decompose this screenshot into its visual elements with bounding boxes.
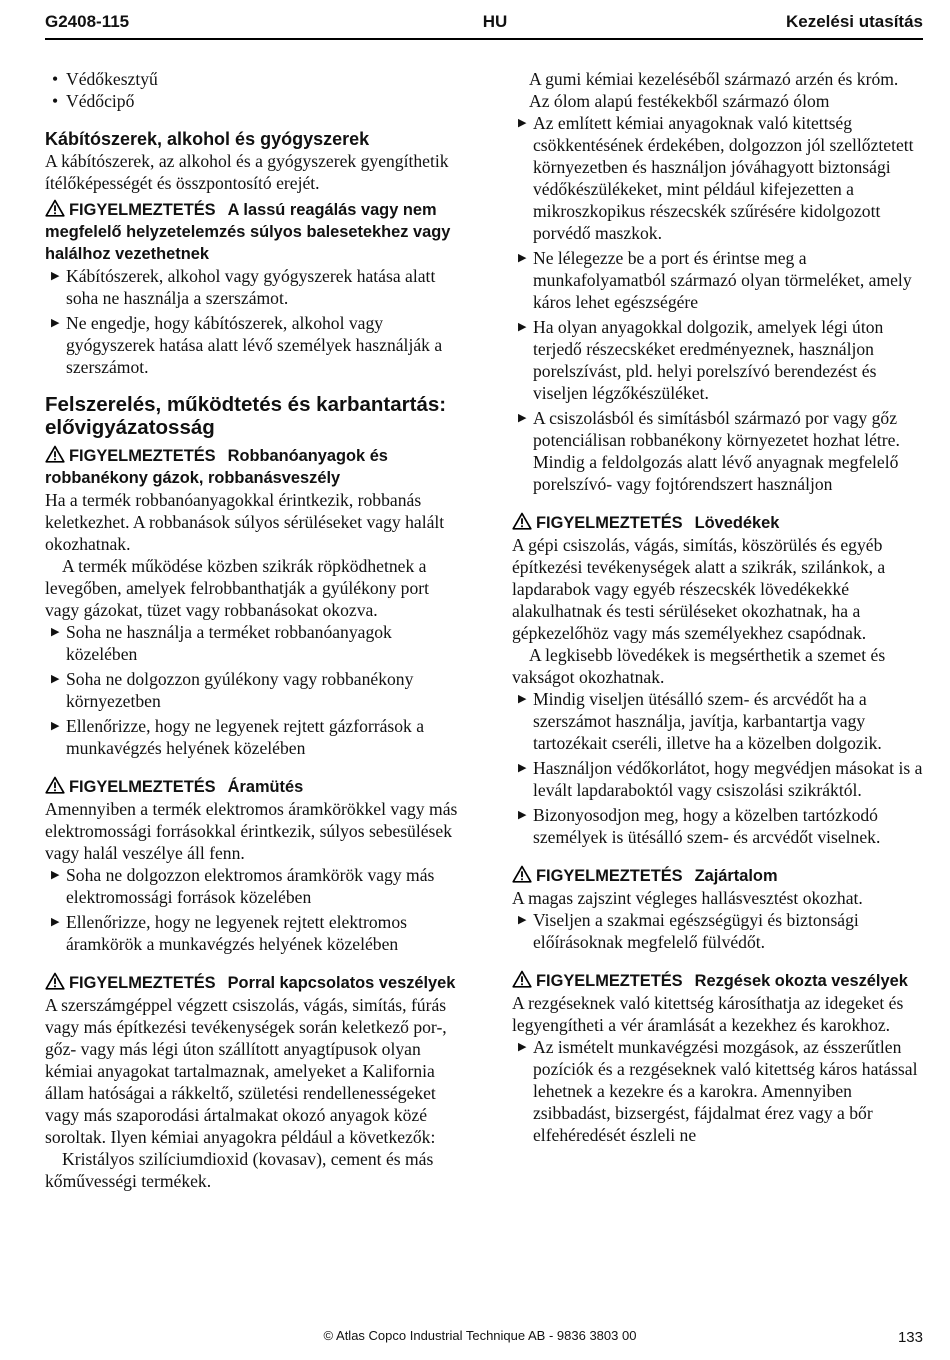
- list-item: ▶ A csiszolásból és simításból származó por vagy gőz potenciálisan robbanékony környezetet hozhat létre. Mindig a feldolgozás alatt lévő anyagnak megfelelő porelszívó- vagy fojtórendszert használjon: [518, 408, 900, 494]
- warning-keyword: FIGYELMEZTETÉS: [69, 778, 216, 796]
- arrow-bullet-icon: ▶: [518, 321, 527, 333]
- warning-heading: [45, 776, 460, 798]
- paragraph: A termék működése közben szikrák röpködhetnek a levegőben, amelyek felrobbanthatják a gyúlékony port vagy gázokat, tüzet vagy robbanásokat okozva.: [45, 556, 429, 620]
- arrow-bullet-icon: ▶: [518, 1041, 527, 1053]
- arrow-bullet-icon: ▶: [51, 916, 60, 928]
- paragraph: Ha a termék robbanóanyagokkal érintkezik, robbanás keletkezhet. A robbanások súlyos sérüléseket vagy halált okozhatnak.: [45, 490, 445, 554]
- warning-title: Lövedékek: [694, 514, 780, 532]
- warning-title: Áramütés: [227, 778, 304, 796]
- instruction-list: [512, 909, 926, 953]
- document-title: Kezelési utasítás: [785, 12, 923, 31]
- warning-keyword: FIGYELMEZTETÉS: [69, 201, 216, 219]
- list-item: ▶ Az említett kémiai anyagoknak való kitettség csökkentésének érdekében, dolgozzon jól szellőztetett környezetben és használjon jóváhagyott biztonsági védőkészülékeket, mint például kifejezetten a mikroszkopikus részecskék szűrésére kidolgozott porvédő maszkok.: [518, 113, 914, 243]
- left-column: [45, 68, 460, 1192]
- warning-keyword: FIGYELMEZTETÉS: [536, 972, 683, 990]
- paragraph: A szerszámgéppel végzett csiszolás, vágás, simítás, fúrás vagy más építkezési tevékenységek során keletkező por-, gőz- vagy más légi úton szállított anyagtípusok olyan kémiai anyagokat tartalmaznak, amelyeket a Kalifornia állam hatóságai a rákkeltő, születési rendellenességeket vagy más szaporodási ártalmakat okozó anyagok közé soroltak. Ilyen kémiai anyagokra például a következők:: [45, 995, 447, 1147]
- warning-title: Zajártalom: [694, 867, 778, 885]
- list-item: ▶ Ne lélegezze be a port és érintse meg a munkafolyamatból származó olyan törmeléket, amely káros lehet egészségére: [518, 248, 912, 312]
- list-item: ▶ Soha ne dolgozzon gyúlékony vagy robbanékony környezetben: [51, 669, 414, 711]
- list-item: • Védőkesztyű: [52, 69, 158, 89]
- arrow-bullet-icon: ▶: [51, 720, 60, 732]
- instruction-list: [512, 112, 926, 495]
- instruction-list: [512, 1036, 926, 1146]
- warning-heading: [45, 199, 460, 265]
- list-item: ▶ Soha ne dolgozzon elektromos áramkörök vagy más elektromossági források közelében: [51, 865, 435, 907]
- arrow-bullet-icon: ▶: [518, 412, 527, 424]
- section-heading-drugs: Kábítószerek, alkohol és gyógyszerek: [45, 129, 370, 149]
- section-title: Felszerelés, működtetés és karbantartás: elővigyázatosság: [45, 393, 447, 439]
- arrow-bullet-icon: ▶: [518, 809, 527, 821]
- instruction-list: [45, 864, 460, 955]
- warning-triangle-icon: [512, 970, 532, 988]
- right-column: [512, 68, 926, 1149]
- warning-title: A lassú reagálás vagy nem megfelelő helyzetelemzés súlyos balesetekhez vagy halálhoz vezethetnek: [45, 201, 451, 263]
- arrow-bullet-icon: ▶: [51, 673, 60, 685]
- arrow-bullet-icon: ▶: [518, 762, 527, 774]
- list-item: ▶ Bizonyosodjon meg, hogy a közelben tartózkodó személyek is ütésálló szem- és arcvédőt viselnek.: [518, 805, 881, 847]
- page-header: [45, 12, 923, 40]
- list-item: • Védőcipő: [52, 91, 135, 111]
- arrow-bullet-icon: ▶: [518, 693, 527, 705]
- arrow-bullet-icon: ▶: [51, 626, 60, 638]
- bullet-icon: •: [52, 91, 59, 111]
- arrow-bullet-icon: ▶: [51, 869, 60, 881]
- warning-title: Robbanóanyagok és robbanékony gázok, robbanásveszély: [45, 447, 388, 487]
- warning-triangle-icon: [45, 776, 65, 794]
- arrow-bullet-icon: ▶: [51, 317, 60, 329]
- copyright-notice: © Atlas Copco Industrial Technique AB - 9836 3803 00: [323, 1328, 637, 1343]
- warning-heading: [45, 972, 460, 994]
- warning-triangle-icon: [512, 865, 532, 883]
- warning-heading: [45, 445, 460, 489]
- warning-heading: [512, 970, 926, 992]
- list-item: ▶ Ha olyan anyagokkal dolgozik, amelyek légi úton terjedő részecskéket eredményeznek, használjon porelszívást, pld. helyi porelszívó berendezést és viseljen légzőkészüléket.: [518, 317, 884, 403]
- arrow-bullet-icon: ▶: [518, 252, 527, 264]
- warning-keyword: FIGYELMEZTETÉS: [69, 447, 216, 465]
- list-item: ▶ Használjon védőkorlátot, hogy megvédjen másokat is a levált lapdaraboktól vagy csiszolási szikráktól.: [518, 758, 923, 800]
- list-item: ▶ Ne engedje, hogy kábítószerek, alkohol vagy gyógyszerek hatása alatt lévő személyek használják a szerszámot.: [51, 313, 443, 377]
- arrow-bullet-icon: ▶: [518, 914, 527, 926]
- warning-triangle-icon: [45, 972, 65, 990]
- warning-title: Rezgések okozta veszélyek: [694, 972, 908, 990]
- warning-keyword: FIGYELMEZTETÉS: [536, 514, 683, 532]
- paragraph: A legkisebb lövedékek is megsérthetik a szemet és vakságot okozhatnak.: [512, 645, 886, 687]
- document-id: G2408-115: [45, 12, 130, 31]
- warning-heading: [512, 865, 926, 887]
- warning-triangle-icon: [45, 199, 65, 217]
- warning-heading: [512, 512, 926, 534]
- warning-keyword: FIGYELMEZTETÉS: [69, 974, 216, 992]
- paragraph: A rezgéseknek való kitettség károsíthatja az idegeket és legyengítheti a vér áramlását a kezekhez és karokhoz.: [512, 993, 904, 1035]
- list-item: ▶ Viseljen a szakmai egészségügyi és biztonsági előírásoknak megfelelő fülvédőt.: [518, 910, 859, 952]
- arrow-bullet-icon: ▶: [51, 270, 60, 282]
- paragraph: A gumi kémiai kezeléséből származó arzén és króm.: [529, 69, 899, 89]
- list-item: ▶ Ellenőrizze, hogy ne legyenek rejtett gázforrások a munkavégzés helyének közelében: [51, 716, 425, 758]
- arrow-bullet-icon: ▶: [518, 117, 527, 129]
- page-number: 133: [897, 1329, 923, 1346]
- bullet-icon: •: [52, 69, 59, 89]
- ppe-list: [45, 68, 460, 112]
- warning-title: Porral kapcsolatos veszélyek: [227, 974, 456, 992]
- paragraph: A magas zajszint végleges hallásvesztést okozhat.: [512, 888, 863, 908]
- paragraph: Amennyiben a termék elektromos áramkörökkel vagy más elektromossági forrásokkal érintkezik, súlyos sebesülések vagy halál veszélye áll fenn.: [45, 799, 458, 863]
- warning-triangle-icon: [512, 512, 532, 530]
- paragraph: Az ólom alapú festékekből származó ólom: [529, 91, 830, 111]
- instruction-list: [45, 621, 460, 759]
- list-item: ▶ Soha ne használja a terméket robbanóanyagok közelében: [51, 622, 392, 664]
- paragraph: A gépi csiszolás, vágás, simítás, köszörülés és egyéb építkezési tevékenységek alatt a szikrák, szilánkok, a lapdarabok vagy egyéb részecskék lövedékekké alakulhatnak és testi sérüléseket okozhatnak, ha a gépkezelőhöz vagy más személyekhez csapódnak.: [512, 535, 886, 643]
- paragraph: A kábítószerek, az alkohol és a gyógyszerek gyengíthetik ítélőképességét és összpontosító erejét.: [45, 151, 449, 193]
- language-code: HU: [482, 12, 508, 31]
- list-item: ▶ Kábítószerek, alkohol vagy gyógyszerek hatása alatt soha ne használja a szerszámot.: [51, 266, 436, 308]
- instruction-list: [45, 265, 460, 378]
- instruction-list: [512, 688, 926, 848]
- list-item: ▶ Az ismételt munkavégzési mozgások, az ésszerűtlen pozíciók és a rezgéseknek való kitettség káros hatással lehetnek a kezekre és a karokra. Amennyiben zsibbadást, bizsergést, fájdalmat érez vagy a bőr elfehéredését észleli ne: [518, 1037, 918, 1145]
- warning-triangle-icon: [45, 445, 65, 463]
- list-item: ▶ Ellenőrizze, hogy ne legyenek rejtett elektromos áramkörök a munkavégzés helyének közelében: [51, 912, 407, 954]
- warning-keyword: FIGYELMEZTETÉS: [536, 867, 683, 885]
- list-item: ▶ Mindig viseljen ütésálló szem- és arcvédőt ha a szerszámot használja, javítja, karbantartja vagy tartozékait cseréli, illetve ha a közelben dolgozik.: [518, 689, 882, 753]
- paragraph: Kristályos szilíciumdioxid (kovasav), cement és más kőművességi termékek.: [45, 1149, 434, 1191]
